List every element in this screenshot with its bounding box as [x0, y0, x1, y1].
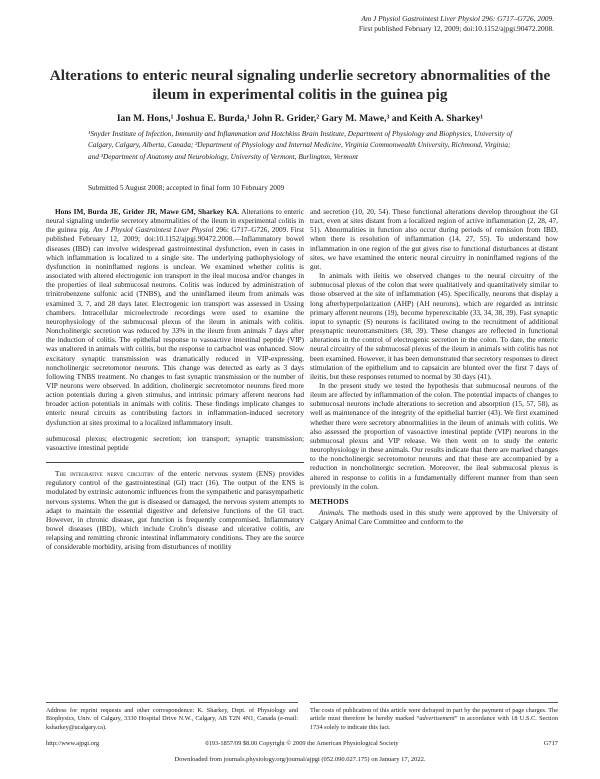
abstract-body: 296: G717–G726, 2009. First published February 12, 2009; doi:10.1152/ajpgi.90472.2008.—Inflammatory bowel diseases (IBD) can involve widespread gastrointestinal dysfunction, even in cases in which inflammation is localized to a single site. The underlying pathophysiology of dysfunction in noninflamed regions is unclear. We examined whether colitis is associated with altered electrogenic ion transport in the ileal mucosa and/or changes in the properties of ileal submucosal neurons. Colitis was induced by administration of trinitrobenzene sulfonic acid (TNBS), and the uninflamed ileum from animals was examined 3, 7, and 28 days later. Electrogenic ion transport was assessed in Ussing chambers. Intracellular microelectrode recordings were used to examine the neurophysiology of the submucosal plexus of the ileum in animals with colitis. Noncholinergic secretion was reduced by 33% in the ileum from animals 7 days after the induction of colitis. The epithelial response to vasoactive intestinal peptide (VIP) was unaltered in animals with colitis, but the response to carbachol was enhanced. Slow excitatory synaptic transmission was dramatically reduced in VIP-expressing, noncholinergic secretomotor neurons. This change was detected as early as 3 days following TNBS treatment. No changes to fast synaptic transmission or the number of VIP neurons were observed. In addition, cholinergic secretomotor neurons fired more action potentials during a given stimulus, and intrinsic primary afferent neurons had broader action potentials in animals with colitis. These findings implicate changes to enteric neural circuits as contributing factors in inflammation-induced secretory dysfunction at sites proximal to a localized inflammatory insult.	[46, 225, 305, 427]
methods-animals-lead: Animals.	[319, 508, 345, 517]
abstract	[46, 207, 304, 427]
footnote-rule-left	[46, 702, 298, 703]
first-published-line: First published February 12, 2009; doi:10.1152/ajpgi.90472.2008.	[358, 24, 554, 33]
journal-reference: Am J Physiol Gastrointest Liver Physiol 296: G717–G726, 2009.	[361, 14, 554, 23]
methods-animals-paragraph	[310, 508, 558, 526]
intro-paragraph-1	[46, 469, 304, 551]
methods-animals-text: The methods used in this study were approved by the University of Calgary Animal Care Committee and conform to the	[310, 508, 558, 527]
page-charges-text-a: The costs of publication of this article were defrayed in part by the payment of page charges. The article must therefore be hereby marked “	[310, 707, 558, 723]
abstract-divider	[46, 452, 304, 463]
page-number: G717	[543, 740, 558, 747]
page-charges-text-b: ” in accordance with 18 U.S.C. Section 1734 solely to indicate this fact.	[310, 715, 558, 731]
author-list: Ian M. Hons,¹ Joshua E. Burda,¹ John R. Grider,² Gary M. Mawe,³ and Keith A. Sharkey¹	[116, 113, 484, 124]
download-notice: Downloaded from journals.physiology.org/journal/ajpgi (052.090.027.175) on January 17, 2022.	[174, 756, 426, 763]
left-column	[46, 207, 304, 551]
footnote-rule-right	[310, 702, 558, 703]
abstract-citation-journal: Am J Physiol Gastrointest Liver Physiol	[92, 225, 214, 235]
intro-paragraph-1-text: of the enteric nervous system (ENS) provides regulatory control of the gastrointestinal (GI) tract (16). The output of the ENS is modulated by extrinsic autonomic influences from the sympathetic and parasympathetic nervous systems. When the gut is diseased or damaged, the nervous system attempts to adapt to maintain the essential digestive and defensive functions of the GI tract. However, in chronic disease, gut function is frequently compromised. Inflammatory bowel diseases (IBD), which include Crohn’s disease and ulcerative colitis, are relapsing and remitting chronic intestinal inflammatory conditions. They are the source of considerable morbidity, arising from disturbances of motility	[46, 469, 304, 552]
affiliations: ¹Snyder Institute of Infection, Immunity and Inflammation and Hotchkiss Brain Institute, Department of Physiology and Biophysics, University of Calgary, Calgary, Alberta, Canada; ²Department of Physiology and Internal Medicine, Virginia Commonwealth University, Richmond, Virginia; and ³Department of Anatomy and Neurobiology, University of Vermont, Burlington, Vermont	[88, 129, 513, 161]
article-title: Alterations to enteric neural signaling underlie secretory abnormalities of the ileum in experimental colitis in the guinea pig	[49, 67, 551, 103]
submission-dates: Submitted 5 August 2008; accepted in final form 10 February 2009	[88, 183, 285, 192]
methods-heading: METHODS	[310, 496, 349, 506]
abstract-citation-title: Alterations to enteric neural signaling underlie secretory abnormalities of the ileum in experimental colitis in the guinea pig.	[46, 207, 305, 235]
page-charges-advertisement: advertisement	[419, 715, 455, 723]
correspondence-footnote: Address for reprint requests and other correspondence: K. Sharkey, Dept. of Physiology and Biophysics, Univ. of Calgary, 3330 Hospital Drive N.W., Calgary, AB T2N 4N1, Canada (e-mail: ksharkey@ucalgary.ca).	[46, 707, 298, 731]
intro-paragraph-1-continued: and secretion (10, 20, 54). These functional alterations develop throughout the GI tract, even at sites distant from a localized region of active inflammation (2, 28, 47, 51). Abnormalities in function also occur during periods of remission from IBD, when there is resolution of inflammation (14, 27, 55). To understand how inflammation in one region of the gut gives rise to functional disturbances at distant sites, we have examined the enteric neural circuitry in noninflamed regions of the gut.	[310, 207, 558, 271]
abstract-citation-authors: Hons IM, Burda JE, Grider JR, Mawe GM, Sharkey KA.	[55, 207, 240, 216]
intro-lead-in: The integrative nerve circuitry	[55, 469, 154, 479]
keywords: submucosal plexus; electrogenic secretion; ion transport; synaptic transmission; vasoactive intestinal peptide	[46, 433, 304, 452]
intro-paragraph-3: In the present study we tested the hypothesis that submucosal neurons of the ileum are affected by inflammation of the colon. The potential impacts of changes to submucosal neurons include alterations to secretion and absorption (15, 57, 58), as well as maintenance of the integrity of the epithelial barrier (43). We first examined whether there were secretory abnormalities in the ileum of animals with colitis. We also assessed the proportion of vasoactive intestinal peptide (VIP) neurons in the submucosal plexus and VIP release. We then went on to study the enteric neurophysiology in these animals. Our results indicate that there are marked changes to the noncholinergic secretomotor neurons and that these are accompanied by a reduction in noncholinergic secretion. Moreover, the ileal submucosal plexus is altered in response to colitis in a fundamentally different manner from than seen previously in the colon.	[310, 380, 558, 491]
copyright-line: 0193-1857/09 $8.00 Copyright © 2009 the American Physiological Society	[205, 740, 399, 747]
journal-url-link[interactable]: http://www.ajpgi.org	[46, 740, 100, 747]
page-charges-footnote	[310, 707, 558, 732]
intro-paragraph-2: In animals with ileitis we observed changes to the neural circuitry of the submucosal plexus of the colon that were qualitatively and quantitatively similar to those observed at the site of inflammation (45). Specifically, neurons that display a long afterhyperpolarization (AHP) (AH neurons), which are regarded as intrinsic primary afferent neurons (19), become hyperexcitable (33, 34, 38, 39). Fast synaptic input to synaptic (S) neurons is facilitated owing to the recruitment of additional presynaptic neurotransmitters (38, 39). These changes are reflected in functional alterations in the control of electrogenic secretion in the colon. To date, the enteric neural circuitry of the submucosal plexus of the ileum in animals with colitis has not been examined. However, it has been demonstrated that secretory responses to direct stimulation of the epithelium and to capsaicin are blunted over the first 7 days of ileitis, but these responses returned to normal by 30 days (41).	[310, 271, 558, 381]
right-column	[310, 207, 558, 526]
